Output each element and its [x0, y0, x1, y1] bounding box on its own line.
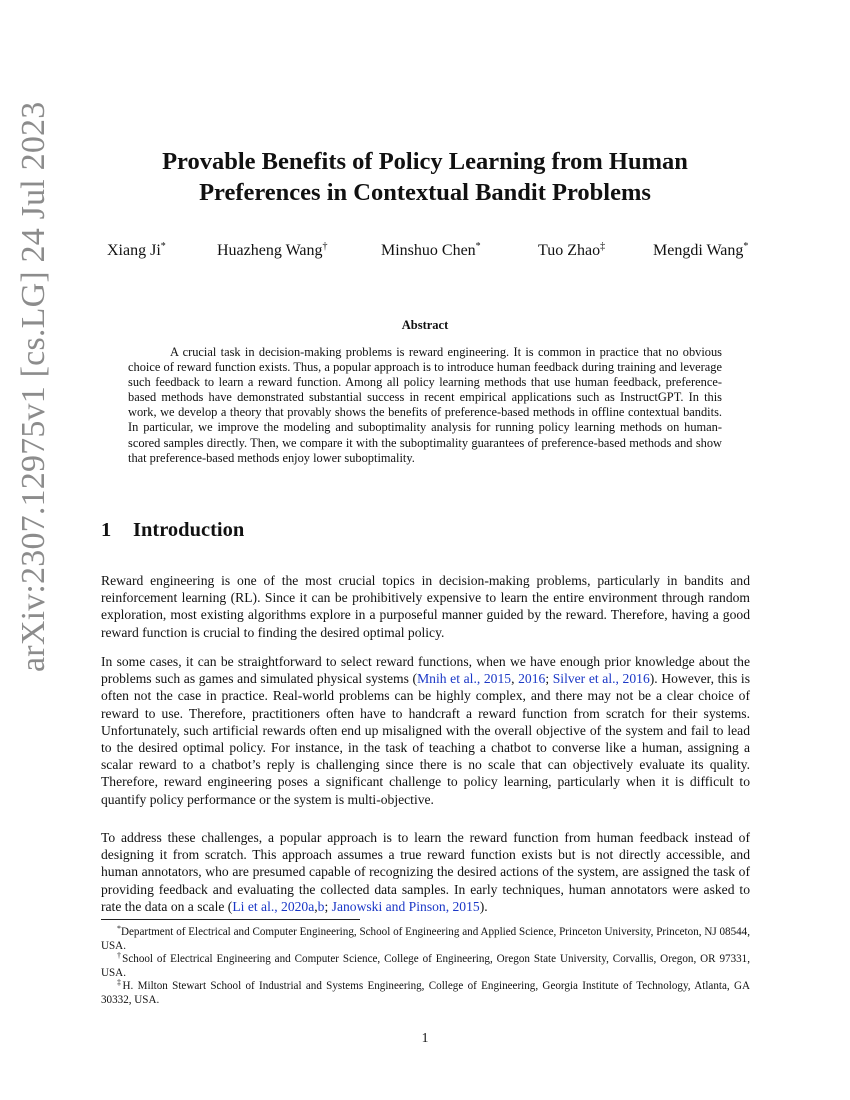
paragraph-text: ). — [479, 898, 488, 914]
author-minshuo-chen — [381, 241, 481, 260]
author-affiliation-mark: * — [475, 241, 481, 252]
abstract-body: A crucial task in decision-making problems is reward engineering. It is common in practice that no obvious choice of reward function exists. Thus, a popular approach is to introduce human feedback during training and leverage such feedback to learn a reward function. Among all policy learning methods that use human feedback, preference-based methods have demonstrated substantial success in recent empirical applications such as InstructGPT. In this work, we develop a theory that provably shows the benefits of preference-based methods in offline contextual bandits. In particular, we improve the modeling and suboptimality analysis for running policy learning methods on human-scored samples directly. Then, we compare it with the suboptimality guarantees of preference-based methods and show that preference-based methods enjoy lower suboptimality. — [128, 345, 722, 465]
paragraph-text: In some cases, it can be straightforward to select reward functions, when we have enough prior knowledge about the problems such as games and simulated physical systems ( — [101, 654, 750, 687]
intro-paragraph-3 — [101, 829, 750, 915]
citation-link-mnih-2016[interactable]: 2016 — [518, 671, 546, 687]
author-name: Xiang Ji — [107, 242, 161, 259]
paragraph-text: ). However, this is often not the case in practice. Real-world problems can be highly complex, and there may not be a clear choice of reward to use. Therefore, practitioners often have to handcraft a reward function from scratch for their systems. Unfortunately, such artificial rewards often end up misaligned with the overall objective of the system and fail to lead to the desired optimal policy. For instance, in the task of teaching a chatbot to converse like a human, assigning a scalar reward to a chatbot’s reply is challenging since there is no scale that can objectively evaluate its quality. Therefore, reward engineering poses a significant challenge to policy learning, particularly when it is difficult to quantify policy performance or the system is multi-objective. — [101, 671, 750, 807]
paper-title — [80, 146, 770, 208]
author-name: Mengdi Wang — [653, 242, 744, 259]
citation-link-janowski-2015[interactable]: Janowski and Pinson, 2015 — [331, 898, 480, 914]
footnote-divider — [101, 919, 360, 920]
author-affiliation-mark: * — [743, 241, 749, 252]
paper-title-line-1: Provable Benefits of Policy Learning from Human — [162, 148, 688, 175]
footnote-text: Department of Electrical and Computer Engineering, School of Engineering and Applied Science, Princeton University, Princeton, NJ 08544, USA. — [101, 926, 750, 952]
footnote-mark: † — [117, 951, 123, 960]
abstract-heading: Abstract — [401, 318, 449, 332]
footnote-mark: ‡ — [117, 978, 123, 987]
footnote-mark: * — [117, 924, 121, 933]
citation-separator: , — [314, 898, 318, 914]
arxiv-identifier-stamp: arXiv:2307.12975v1 [cs.LG] 24 Jul 2023 — [15, 101, 52, 672]
intro-paragraph-2 — [101, 653, 750, 808]
paragraph-text: To address these challenges, a popular approach is to learn the reward function from human feedback instead of designing it from scratch. This approach assumes a true reward function exists but is not directly accessible, and human annotators, who are presumed capable of recognizing the desired actions of the system, are assigned the task of providing feedback and evaluating the collected data samples. In early techniques, human annotators were asked to rate the data on a scale ( — [101, 830, 750, 914]
paper-title-line-2: Preferences in Contextual Bandit Problems — [199, 179, 651, 206]
author-mengdi-wang — [653, 241, 748, 260]
citation-link-li-2020a[interactable]: Li et al., 2020a — [232, 898, 315, 914]
author-affiliation-mark: * — [160, 241, 166, 252]
intro-paragraph-1: Reward engineering is one of the most crucial topics in decision-making problems, particularly in bandits and reinforcement learning (RL). Since it can be prohibitively expensive to learn the entire environment through random exploration, most existing algorithms explore in a purposeful manner guided by the reward. Therefore, having a good reward function is crucial to finding the desired optimal policy. — [101, 573, 750, 640]
author-tuo-zhao — [538, 241, 605, 260]
citation-separator: ; — [545, 671, 553, 687]
citation-link-li-2020b[interactable]: b — [317, 898, 325, 914]
footnote-text: School of Electrical Engineering and Computer Science, College of Engineering, Oregon State University, Corvallis, Oregon, OR 97331, USA. — [101, 953, 751, 979]
citation-link-silver-2016[interactable]: Silver et al., 2016 — [552, 671, 650, 687]
section-number: 1 — [101, 519, 112, 541]
footnote-affiliation-3 — [101, 976, 750, 1008]
author-xiang-ji — [107, 241, 166, 260]
citation-link-mnih-2015[interactable]: Mnih et al., 2015 — [417, 671, 512, 687]
author-huazheng-wang — [217, 241, 328, 260]
footnote-text: H. Milton Stewart School of Industrial and Systems Engineering, College of Engineering, Georgia Institute of Technology, Atlanta, GA 30332, USA. — [101, 980, 751, 1006]
citation-separator: ; — [324, 898, 332, 914]
section-title: Introduction — [133, 519, 245, 541]
author-affiliation-mark: ‡ — [600, 241, 606, 252]
author-affiliation-mark: † — [322, 241, 328, 252]
citation-separator: , — [511, 671, 519, 687]
author-name: Huazheng Wang — [217, 242, 323, 259]
section-heading — [101, 519, 244, 542]
page-number: 1 — [421, 1030, 429, 1045]
author-name: Minshuo Chen — [381, 242, 476, 259]
author-name: Tuo Zhao — [538, 242, 601, 259]
